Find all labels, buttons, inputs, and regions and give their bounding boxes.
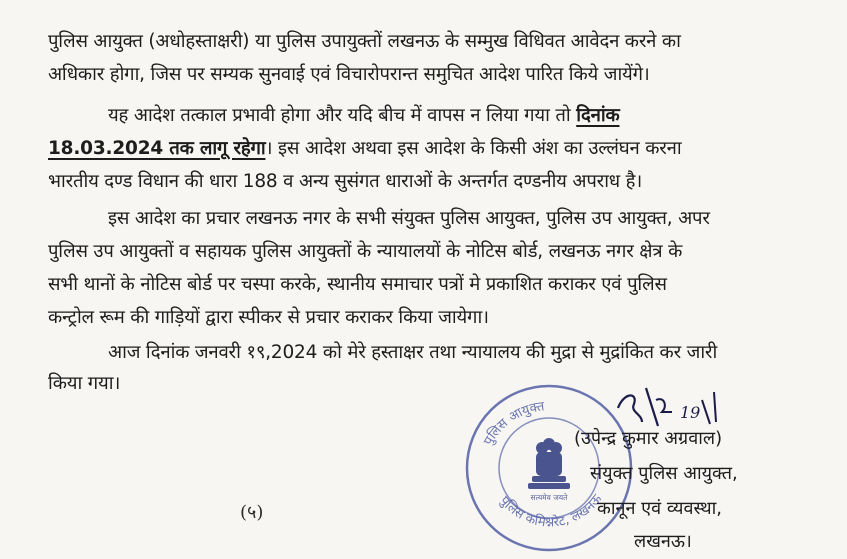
emblem-caption: सत्यमेव जयते [530,493,568,502]
para2-line2 [48,137,681,161]
page-number: (५) [240,502,264,523]
svg-text:पुलिस आयुक्त [481,399,546,448]
svg-text:19: 19 [680,403,701,422]
para1-line2: अधिकार होगा, जिस पर सम्यक सुनवाई एवं विचारोपरान्त समुचित आदेश पारित किये जायेंगे। [48,64,650,85]
ashoka-emblem-icon [528,438,570,489]
para4-line1: आज दिनांक जनवरी १९,2024 को मेरे हस्ताक्षर तथा न्यायालय की मुद्रा से मुद्रांकित कर जारी [108,342,718,363]
para2-line1 [108,104,620,128]
para2-date-value: 18.03.2024 तक लागू रहेगा [48,138,266,159]
signatory-city: लखनऊ। [634,531,692,552]
seal-bottom-text: पुलिस कमिश्नरेट, लखनऊ [496,491,606,531]
para2-text-b: । इस आदेश अथवा इस आदेश के किसी अंश का उल्लंघन करना [265,138,682,159]
signatory-department: कानून एवं व्यवस्था, [597,498,723,519]
signatory-name: (उपेन्द्र कुमार अग्रवाल) [574,428,723,449]
para3-line4: कन्ट्रोल रूम की गाड़ियों द्वारा स्पीकर से प्रचार कराकर किया जायेगा। [48,307,489,328]
para3-line2: पुलिस उप आयुक्तों व सहायक पुलिस आयुक्तों के न्यायालयों के नोटिस बोर्ड, लखनऊ नगर क्षेत्र के [48,241,683,262]
para2-date-word: दिनांक [576,105,620,126]
para1-line1: पुलिस आयुक्त (अधोहस्ताक्षरी) या पुलिस उपायुक्तों लखनऊ के सम्मुख विधिवत आवेदन करने का [48,31,681,52]
para3-line3: सभी थानों के नोटिस बोर्ड पर चस्पा करके, स्थानीय समाचार पत्रों मे प्रकाशित कराकर एवं पुलिस [48,274,667,295]
para4-line2: किया गया। [48,373,121,394]
seal-top-text: पुलिस आयुक्त [481,399,546,449]
para2-text-a: यह आदेश तत्काल प्रभावी होगा और यदि बीच में वापस न लिया गया तो [108,105,571,126]
para2-line3: भारतीय दण्ड विधान की धारा 188 व अन्य सुसंगत धाराओं के अन्तर्गत दण्डनीय अपराध है। [48,171,643,192]
signatory-designation: संयुक्त पुलिस आयुक्त, [590,463,738,484]
para3-line1: इस आदेश का प्रचार लखनऊ नगर के सभी संयुक्त पुलिस आयुक्त, पुलिस उप आयुक्त, अपर [108,208,710,229]
